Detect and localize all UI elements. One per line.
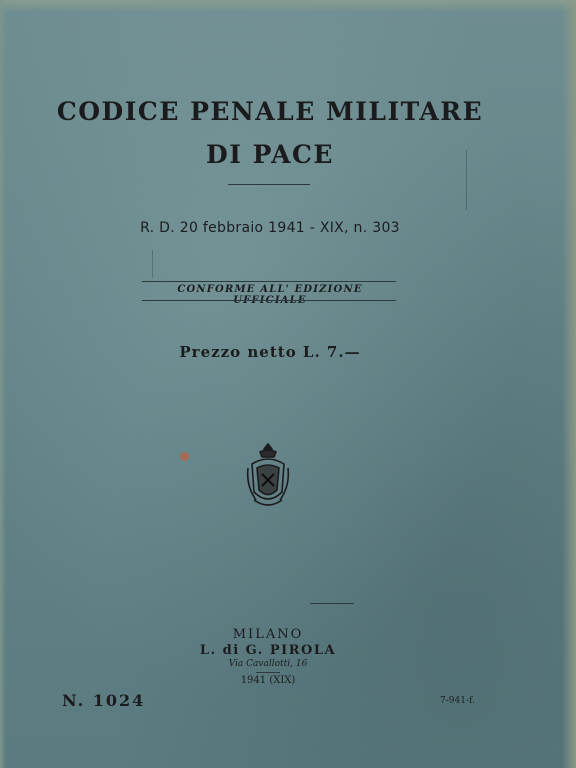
year-line: 1941 (XIX): [240, 675, 296, 686]
volume-number: N. 1024: [62, 691, 146, 710]
crease-mark: [152, 250, 153, 278]
publisher-line: L. di G. PIROLA: [199, 643, 337, 658]
conformity-line: CONFORME ALL' EDIZIONE: [177, 284, 363, 295]
divider-year: [256, 672, 280, 673]
cover-right-edge: [562, 0, 576, 768]
coat-of-arms-icon: [240, 440, 296, 512]
print-code: 7-941-f.: [440, 696, 475, 706]
city-line: MILANO: [232, 627, 304, 642]
cover-top-edge: [0, 0, 576, 12]
divider-conformity-bottom: [142, 300, 396, 301]
crease-mark: [466, 150, 467, 210]
decree-line: R. D. 20 febbraio 1941 - XIX, n. 303: [140, 220, 400, 236]
divider-conformity-top: [142, 281, 396, 282]
stain-mark: [180, 452, 189, 461]
address-line: Via Cavallotti, 16: [228, 659, 308, 669]
title-line-1: CODICE PENALE MILITARE: [56, 97, 484, 126]
divider-footer: [310, 603, 354, 604]
divider-title: [228, 184, 310, 185]
title-line-2: DI PACE: [206, 140, 334, 169]
price-line: Prezzo netto L. 7.—: [179, 343, 361, 361]
